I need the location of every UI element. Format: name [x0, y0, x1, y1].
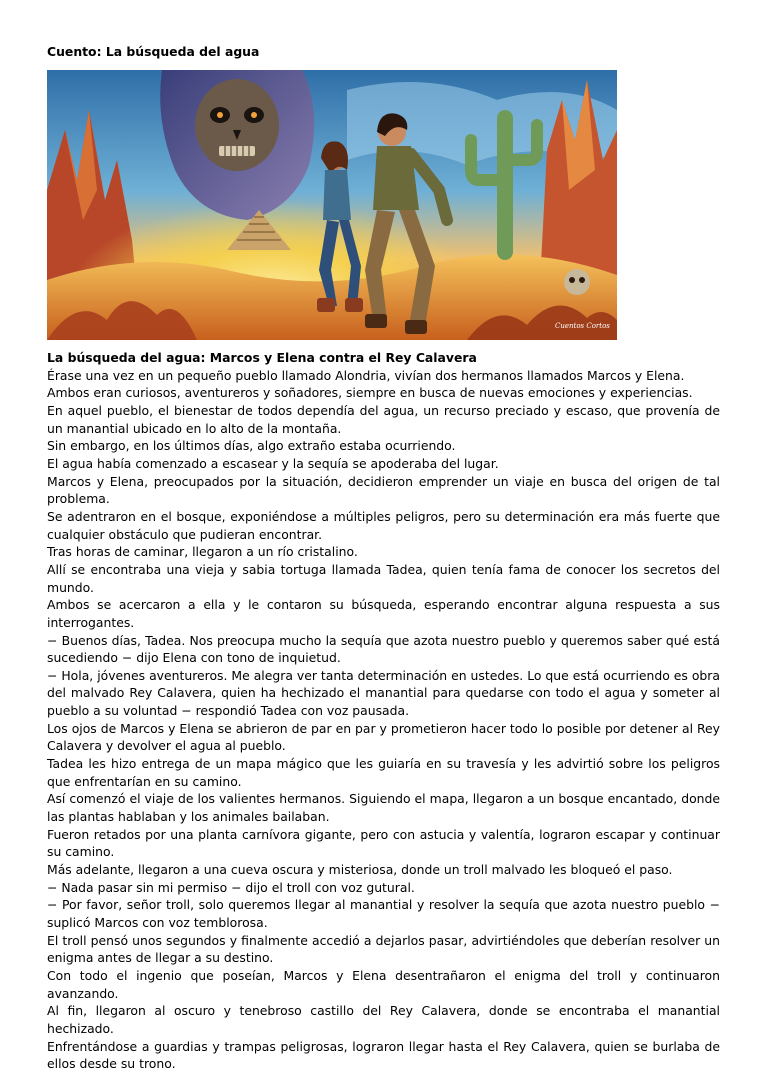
story-paragraph: Sin embargo, en los últimos días, algo extraño estaba ocurriendo.	[47, 438, 456, 454]
story-paragraph: Más adelante, llegaron a una cueva oscura y misteriosa, donde un troll malvado les bloqueó el paso.	[47, 862, 673, 878]
girl-body	[323, 170, 351, 220]
story-paragraph: El agua había comenzado a escasear y la sequía se apoderaba del lugar.	[47, 455, 499, 471]
boy-boot-left	[365, 314, 387, 328]
story-paragraph: El troll pensó unos segundos y finalmente accedió a dejarlos pasar, advirtiéndoles que deberían resolver un enigma antes de llegar a su destino.	[47, 932, 720, 966]
artist-signature: Cuentos Cortos	[555, 322, 610, 330]
story-paragraph: Tadea les hizo entrega de un mapa mágico que les guiaría en su travesía y les advirtió sobre los peligros que enfrentarían en su camino.	[47, 756, 720, 789]
skull-small	[564, 269, 590, 295]
story-paragraph: Allí se encontraba una vieja y sabia tortuga llamada Tadea, quien tenía fama de conocer los secretos del mundo.	[47, 561, 720, 595]
story-paragraph: Los ojos de Marcos y Elena se abrieron de par en par y prometieron hacer todo lo posible por detener al Rey Calavera y devolver el agua al pueblo.	[47, 720, 720, 754]
story-paragraph: Al fin, llegaron al oscuro y tenebroso castillo del Rey Calavera, donde se encontraba el manantial hechizado.	[47, 1003, 720, 1036]
story-body	[47, 349, 720, 1073]
story-paragraphs	[47, 367, 720, 1073]
skull-eye-glow-right	[251, 112, 257, 118]
skull-small-eye-left	[569, 277, 575, 283]
skull-small-eye-right	[579, 277, 585, 283]
skull-eye-glow-left	[217, 112, 223, 118]
story-paragraph: Tras horas de caminar, llegaron a un río cristalino.	[47, 544, 358, 560]
story-paragraph: Se adentraron en el bosque, exponiéndose a múltiples peligros, pero su determinación era más fuerte que cualquier obstáculo que pudieran encontrar.	[47, 508, 720, 542]
document-heading: Cuento: La búsqueda del agua	[47, 44, 260, 59]
story-paragraph: Ambos se acercaron a ella y le contaron su búsqueda, esperando encontrar alguna respuesta a sus interrogantes.	[47, 597, 720, 630]
story-paragraph: − Buenos días, Tadea. Nos preocupa mucho la sequía que azota nuestro pueblo y queremos saber qué está sucediendo − dijo Elena con tono de inquietud.	[47, 632, 720, 666]
girl-boot-left	[317, 298, 335, 312]
story-paragraph: Con todo el ingenio que poseían, Marcos y Elena desentrañaron el enigma del troll y continuaron avanzando.	[47, 967, 720, 1001]
skull-face	[195, 79, 279, 171]
story-paragraph: − Nada pasar sin mi permiso − dijo el troll con voz gutural.	[47, 879, 415, 895]
story-paragraph: − Hola, jóvenes aventureros. Me alegra ver tanta determinación en ustedes. Lo que está ocurriendo es obra del malvado Rey Calavera, quien ha hechizado el manantial para quedarse con todo el agua y someter al pueblo a su voluntad − respondió Tadea con voz pausada.	[47, 667, 720, 719]
story-paragraph: Ambos eran curiosos, aventureros y soñadores, siempre en busca de nuevas emociones y experiencias.	[47, 385, 693, 401]
story-illustration	[47, 70, 617, 340]
story-paragraph: Marcos y Elena, preocupados por la situación, decidieron emprender un viaje en busca del origen de tal problema.	[47, 473, 720, 507]
story-paragraph: Fueron retados por una planta carnívora gigante, pero con astucia y valentía, lograron escapar y continuar su camino.	[47, 826, 720, 860]
story-paragraph: Érase una vez en un pequeño pueblo llamado Alondria, vivían dos hermanos llamados Marcos y Elena.	[47, 367, 685, 383]
story-paragraph: Enfrentándose a guardias y trampas peligrosas, lograron llegar hasta el Rey Calavera, quien se burlaba de ellos desde su trono.	[47, 1038, 720, 1072]
story-paragraph: En aquel pueblo, el bienestar de todos dependía del agua, un recurso preciado y escaso, que provenía de un manantial ubicado en lo alto de la montaña.	[47, 402, 720, 436]
girl-boot-right	[345, 298, 363, 312]
story-title: La búsqueda del agua: Marcos y Elena contra el Rey Calavera	[47, 350, 477, 365]
boy-boot-right	[405, 320, 427, 334]
story-paragraph: − Por favor, señor troll, solo queremos llegar al manantial y resolver la sequía que azota nuestro pueblo − suplicó Marcos con voz temblorosa.	[47, 897, 720, 930]
story-paragraph: Así comenzó el viaje de los valientes hermanos. Siguiendo el mapa, llegaron a un bosque encantado, donde las plantas hablaban y los animales bailaban.	[47, 791, 720, 825]
